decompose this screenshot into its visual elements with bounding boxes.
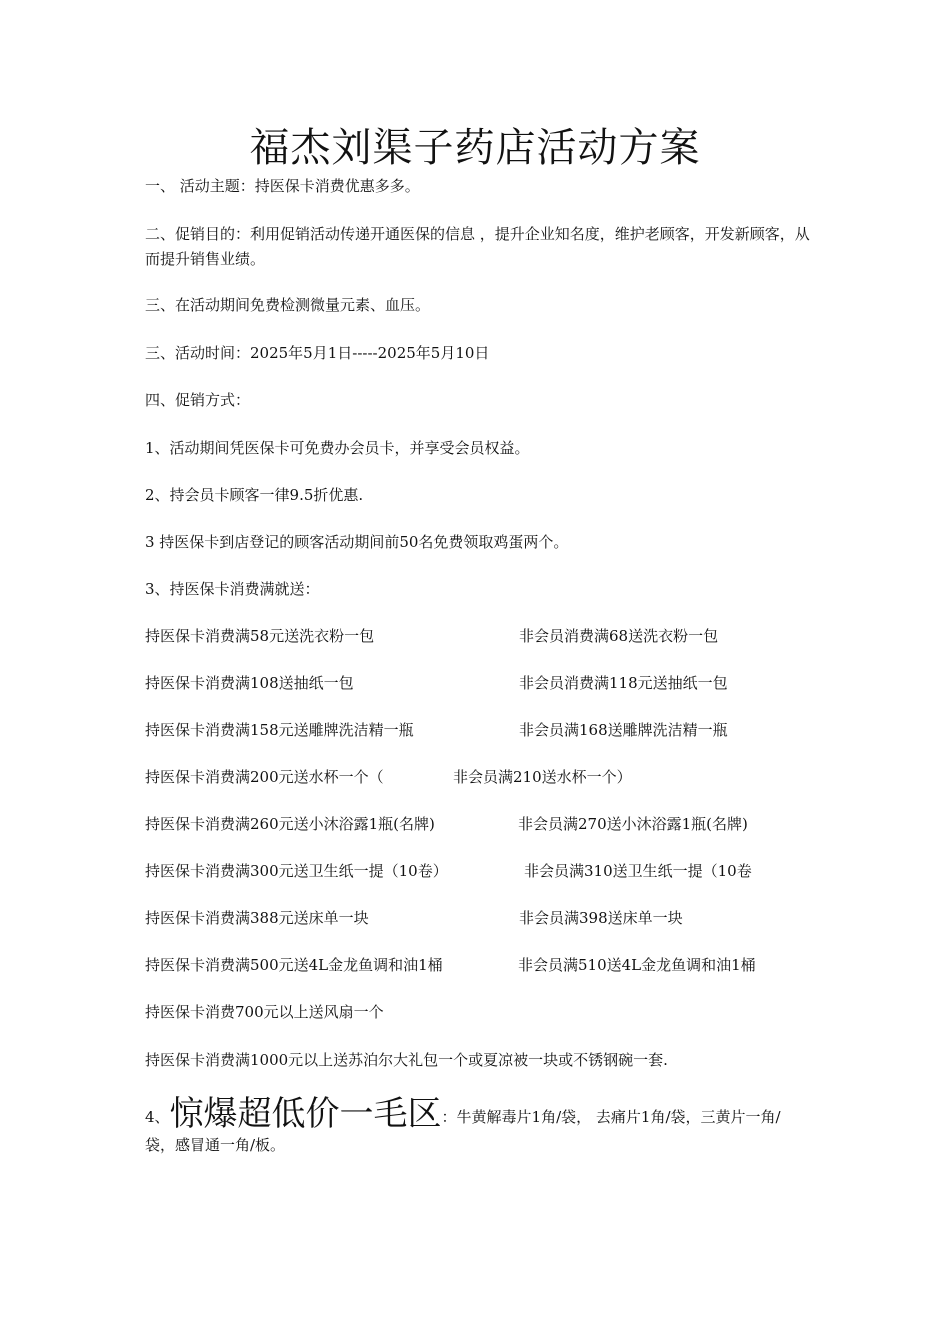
gift-row — [145, 719, 810, 741]
method-2: 2、持会员卡顾客一律9.5折优惠. — [145, 486, 364, 504]
gift-member-offer: 持医保卡消费满500元送4L金龙鱼调和油1桶 — [145, 956, 443, 974]
activity-time: 三、活动时间：2025年5月1日-----2025年5月10日 — [145, 344, 490, 362]
gift-member-offer: 持医保卡消费满108送抽纸一包 — [145, 674, 354, 692]
gift-member-offer: 持医保卡消费满58元送洗衣粉一包 — [145, 627, 375, 645]
gift-nonmember-offer: 非会员满210送水杯一个） — [453, 768, 632, 786]
gift-member-offer: 持医保卡消费满388元送床单一块 — [145, 909, 369, 927]
gift-fan: 持医保卡消费700元以上送风扇一个 — [145, 1003, 384, 1021]
method-1: 1、活动期间凭医保卡可免费办会员卡，并享受会员权益。 — [145, 439, 530, 457]
activity-theme: 一、 活动主题：持医保卡消费优惠多多。 — [145, 177, 420, 195]
gift-row — [145, 672, 810, 694]
method-3: 3 持医保卡到店登记的顾客活动期间前50名免费领取鸡蛋两个。 — [145, 533, 569, 551]
gift-member-offer: 持医保卡消费满158元送雕牌洗洁精一瓶 — [145, 721, 414, 739]
low-price-heading: 惊爆超低价一毛区 — [169, 1094, 442, 1134]
gift-nonmember-offer: 非会员消费满68送洗衣粉一包 — [519, 627, 719, 645]
gift-row — [145, 907, 810, 929]
gift-nonmember-offer: 非会员满270送小沐浴露1瓶(名牌) — [518, 815, 748, 833]
low-price-prefix: 4、 — [145, 1108, 170, 1126]
gift-row — [145, 860, 810, 882]
gift-member-offer: 持医保卡消费满260元送小沐浴露1瓶(名牌) — [145, 815, 435, 833]
gift-nonmember-offer: 非会员消费满118元送抽纸一包 — [519, 674, 728, 692]
gift-row — [145, 625, 810, 647]
page-title: 福杰刘渠子药店活动方案 — [249, 125, 701, 171]
gift-nonmember-offer: 非会员满168送雕牌洗洁精一瓶 — [519, 721, 728, 739]
gift-row — [145, 813, 810, 835]
gift-member-offer: 持医保卡消费满300元送卫生纸一提（10卷） — [145, 862, 448, 880]
gift-nonmember-offer: 非会员满310送卫生纸一提（10卷 — [524, 862, 752, 880]
gift-heading: 3、持医保卡消费满就送： — [145, 580, 320, 598]
gift-nonmember-offer: 非会员满510送4L金龙鱼调和油1桶 — [518, 956, 756, 974]
promotion-methods-heading: 四、促销方式： — [145, 391, 251, 409]
free-checkup: 三、在活动期间免费检测微量元素、血压。 — [145, 296, 431, 314]
low-price-section — [145, 1094, 810, 1159]
gift-row — [145, 954, 810, 976]
promotion-purpose: 二、促销目的：利用促销活动传递开通医保的信息 ，提升企业知名度，维护老顾客，开发新顾客，从而提升销售业绩。 — [145, 225, 810, 268]
gift-row — [145, 766, 810, 788]
gift-nonmember-offer: 非会员满398送床单一块 — [519, 909, 683, 927]
low-price-items: ：牛黄解毒片1角/袋， 去痛片1角/袋，三黄片一角/袋，感冒通一角/板。 — [145, 1108, 781, 1154]
gift-member-offer: 持医保卡消费满200元送水杯一个（ — [145, 768, 384, 786]
gift-supor-package: 持医保卡消费满1000元以上送苏泊尔大礼包一个或夏凉被一块或不锈钢碗一套. — [145, 1051, 668, 1069]
